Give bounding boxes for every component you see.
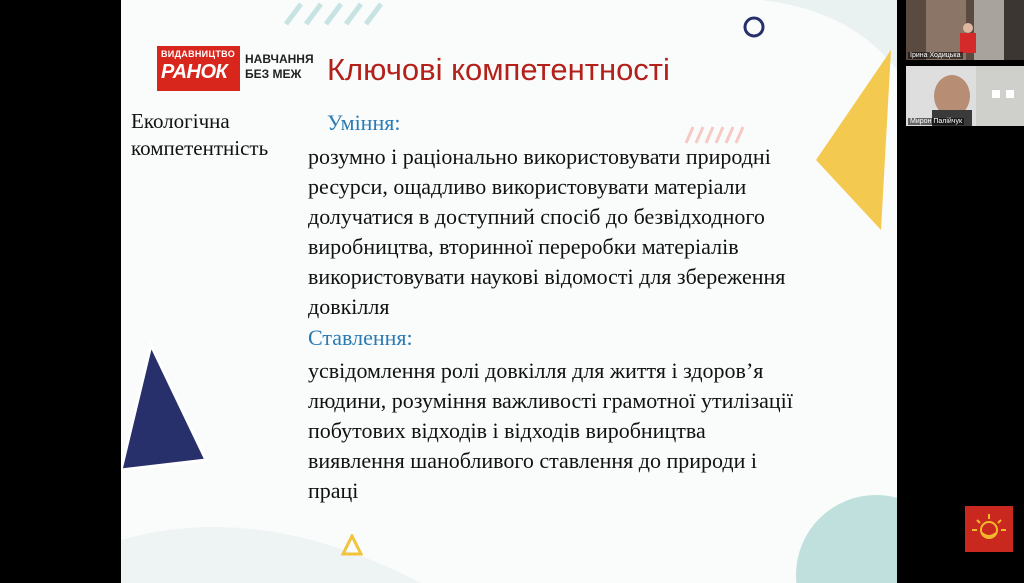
participant-video-image (906, 0, 1024, 60)
attitude-text (308, 356, 888, 506)
decorative-small-triangle (341, 534, 363, 556)
attitude-line: праці (308, 478, 359, 503)
attitude-line: усвідомлення ролі довкілля для життя і здоров’я (308, 358, 764, 383)
attitude-line: виявлення шанобливого ставлення до природи і (308, 448, 757, 473)
participant-video-tile[interactable] (906, 0, 1024, 60)
skills-line: виробництва, вторинної переробки матеріалів (308, 234, 739, 259)
participant-video-tile[interactable] (906, 66, 1024, 126)
skills-line: долучатися в доступний спосіб до безвідходного (308, 204, 765, 229)
presentation-slide (121, 0, 897, 583)
attitude-line: людини, розуміння важливості грамотної утилізації (308, 388, 793, 413)
publisher-tagline: НАВЧАННЯ БЕЗ МЕЖ (245, 52, 314, 81)
skills-line: довкілля (308, 294, 390, 319)
attitude-line: побутових відходів і відходів виробництва (308, 418, 706, 443)
skills-line: ресурси, ощадливо використовувати матеріали (308, 174, 747, 199)
attitude-heading: Ставлення: (308, 325, 413, 350)
sun-logo-icon (965, 506, 1013, 552)
slide-title: Ключові компетентності (327, 52, 670, 87)
publisher-logo-name: РАНОК (161, 61, 228, 83)
participant-video-image (906, 66, 1024, 126)
skills-heading: Уміння: (327, 110, 401, 135)
publisher-logo (157, 46, 240, 91)
participant-name: Ірина Ходицька (910, 52, 961, 59)
skills-line: розумно і раціонально використовувати природні (308, 144, 771, 169)
skills-text (308, 142, 888, 322)
publisher-logo-small: ВИДАВНИЦТВО (161, 49, 235, 59)
decorative-stripes (281, 0, 411, 26)
skills-line: використовувати наукові відомості для збереження (308, 264, 786, 289)
competence-label: Екологічна компетентність (131, 109, 269, 160)
participant-name: Мирон Палійчук (910, 118, 963, 125)
